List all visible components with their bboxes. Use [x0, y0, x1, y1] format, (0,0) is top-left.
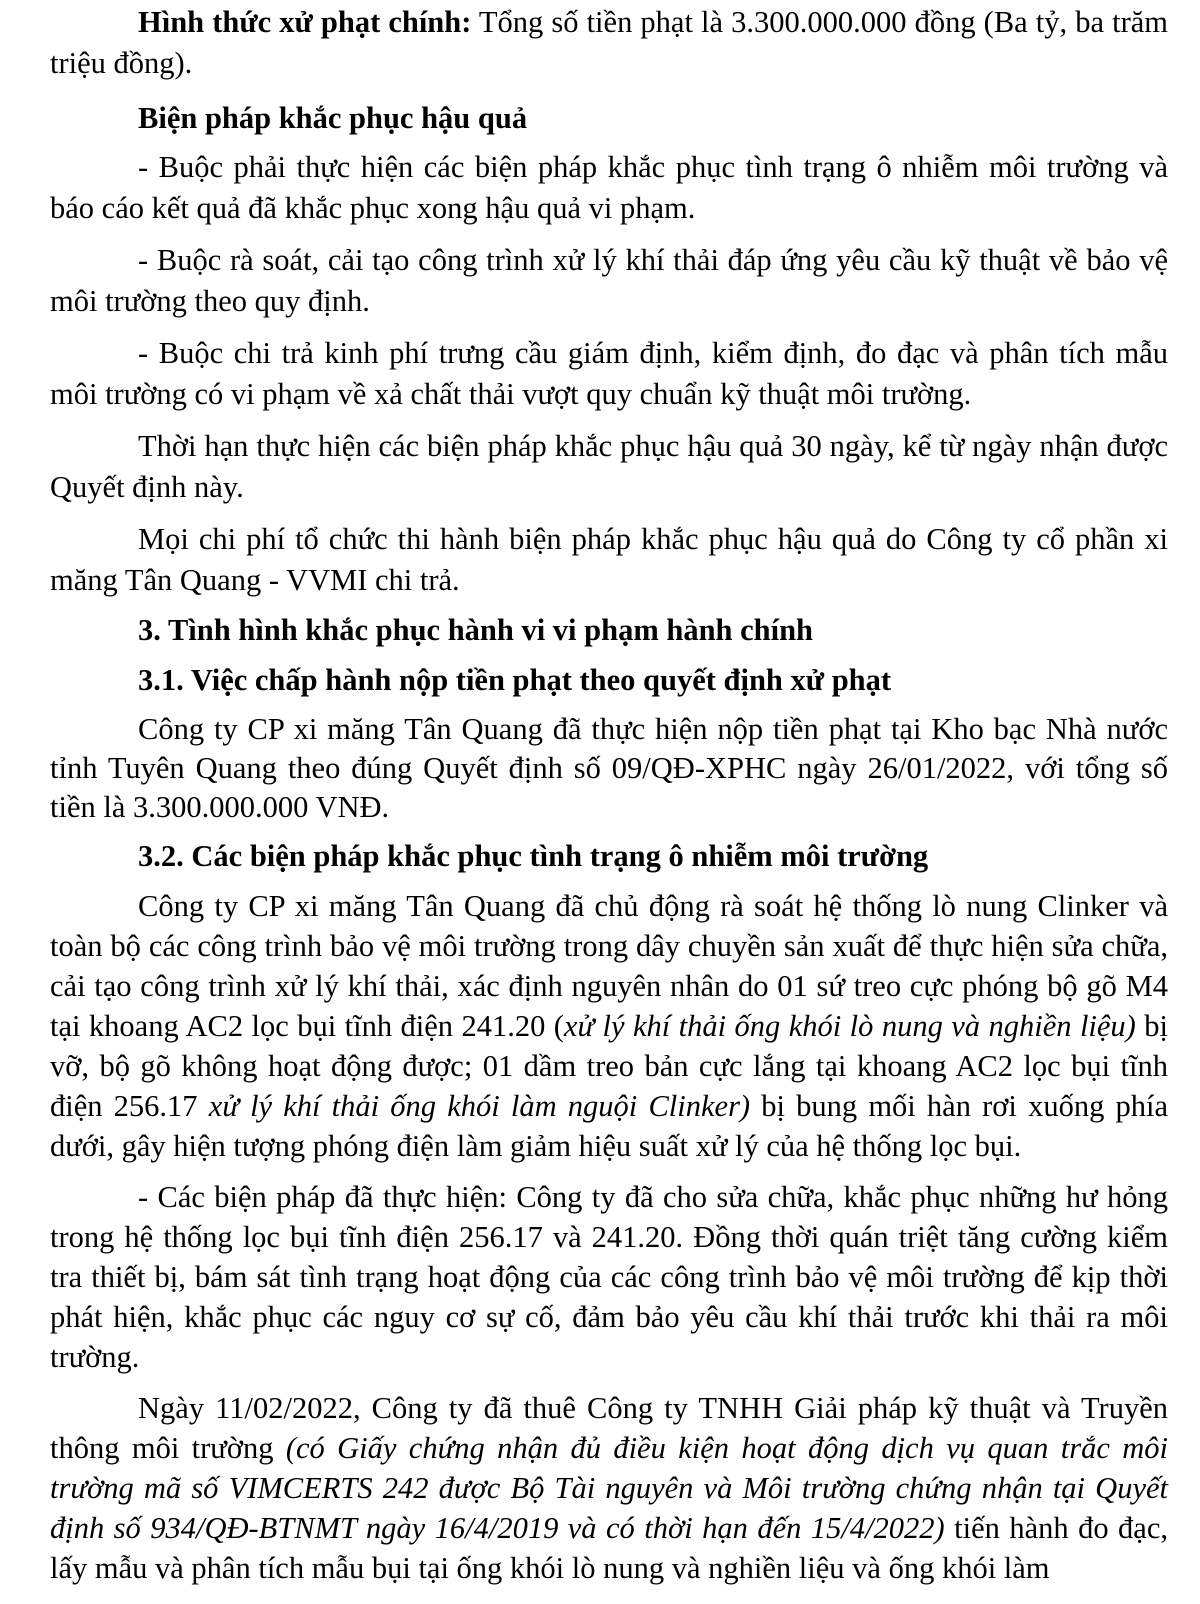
section-3-2-paragraph-3: [50, 1388, 1168, 1588]
remedy-item-1: - Buộc phải thực hiện các biện pháp khắc phục tình trạng ô nhiễm môi trường và báo cáo kết quả đã khắc phục xong hậu quả vi phạm.: [50, 150, 1168, 225]
penalty-paragraph: [50, 2, 1168, 84]
text-segment: Ngày 11/02/2022, Công ty đã thuê Công ty TNHH Giải pháp kỹ thuật và Truyền thông môi trường: [50, 1391, 1168, 1465]
italic-note: xử lý khí thải ống khói lò nung và nghiền liệu): [563, 1009, 1136, 1043]
penalty-label: Hình thức xử phạt chính:: [138, 5, 472, 39]
document-page: [50, 2, 1168, 1588]
section-3-2-heading: 3.2. Các biện pháp khắc phục tình trạng ô nhiễm môi trường: [138, 839, 929, 873]
costs-paragraph: Mọi chi phí tổ chức thi hành biện pháp khắc phục hậu quả do Công ty cổ phần xi măng Tân Quang - VVMI chi trả.: [50, 522, 1168, 597]
remedy-heading: Biện pháp khắc phục hậu quả: [138, 101, 528, 135]
section-3-1-text: Công ty CP xi măng Tân Quang đã thực hiện nộp tiền phạt tại Kho bạc Nhà nước tỉnh Tuyên Quang theo đúng Quyết định số 09/QĐ-XPHC ngày 26/01/2022, với tổng số tiền là 3.300.000.000 VNĐ.: [50, 712, 1168, 824]
section-3-2-measures: - Các biện pháp đã thực hiện: Công ty đã cho sửa chữa, khắc phục những hư hỏng trong hệ thống lọc bụi tĩnh điện 256.17 và 241.20. Đồng thời quán triệt tăng cường kiểm tra thiết bị, bám sát tình trạng hoạt động của các công trình bảo vệ môi trường để kịp thời phát hiện, khắc phục các nguy cơ sự cố, đảm bảo yêu cầu khí thải trước khi thải ra môi trường.: [50, 1180, 1168, 1374]
text-segment: bị vỡ, bộ gõ không hoạt động được; 01 dầm treo bản cực lắng tại khoang AC2 lọc bụi tĩnh điện 256.17: [50, 1009, 1169, 1123]
text-segment: bị bung mối hàn rơi xuống phía dưới, gây hiện tượng phóng điện làm giảm hiệu suất xử lý của hệ thống lọc bụi.: [50, 1089, 1168, 1163]
section-3-2-paragraph-1: [50, 886, 1168, 1166]
text-segment: tiến hành đo đạc, lấy mẫu và phân tích mẫu bụi tại ống khói lò nung và nghiền liệu và ống khói làm: [50, 1511, 1168, 1585]
italic-note: (có Giấy chứng nhận đủ điều kiện hoạt động dịch vụ quan trắc môi trường mã số VIMCERTS 242 được Bộ Tài nguyên và Môi trường chứng nhận tại Quyết định số 934/QĐ-BTNMT ngày 16/4/2019 và có thời hạn đến 15/4/2022): [50, 1431, 1168, 1545]
remedy-item-2: - Buộc rà soát, cải tạo công trình xử lý khí thải đáp ứng yêu cầu kỹ thuật về bảo vệ môi trường theo quy định.: [50, 243, 1168, 318]
penalty-text: Tổng số tiền phạt là 3.300.000.000 đồng (Ba tỷ, ba trăm triệu đồng).: [50, 5, 1168, 80]
remedy-item-3: - Buộc chi trả kinh phí trưng cầu giám định, kiểm định, đo đạc và phân tích mẫu môi trường có vi phạm về xả chất thải vượt quy chuẩn kỹ thuật môi trường.: [50, 336, 1168, 411]
section-3-1-heading: 3.1. Việc chấp hành nộp tiền phạt theo quyết định xử phạt: [138, 663, 892, 697]
section-3-heading: 3. Tình hình khắc phục hành vi vi phạm hành chính: [138, 613, 814, 647]
text-segment: Công ty CP xi măng Tân Quang đã chủ động rà soát hệ thống lò nung Clinker và toàn bộ các công trình bảo vệ môi trường trong dây chuyền sản xuất để thực hiện sửa chữa, cải tạo công trình xử lý khí thải, xác định nguyên nhân do 01 sứ treo cực phóng bộ gõ M4 tại khoang AC2 lọc bụi tĩnh điện 241.20 (: [50, 889, 1168, 1043]
deadline-paragraph: Thời hạn thực hiện các biện pháp khắc phục hậu quả 30 ngày, kể từ ngày nhận được Quyết định này.: [50, 429, 1168, 504]
italic-note: xử lý khí thải ống khói làm nguội Clinker): [208, 1089, 751, 1123]
